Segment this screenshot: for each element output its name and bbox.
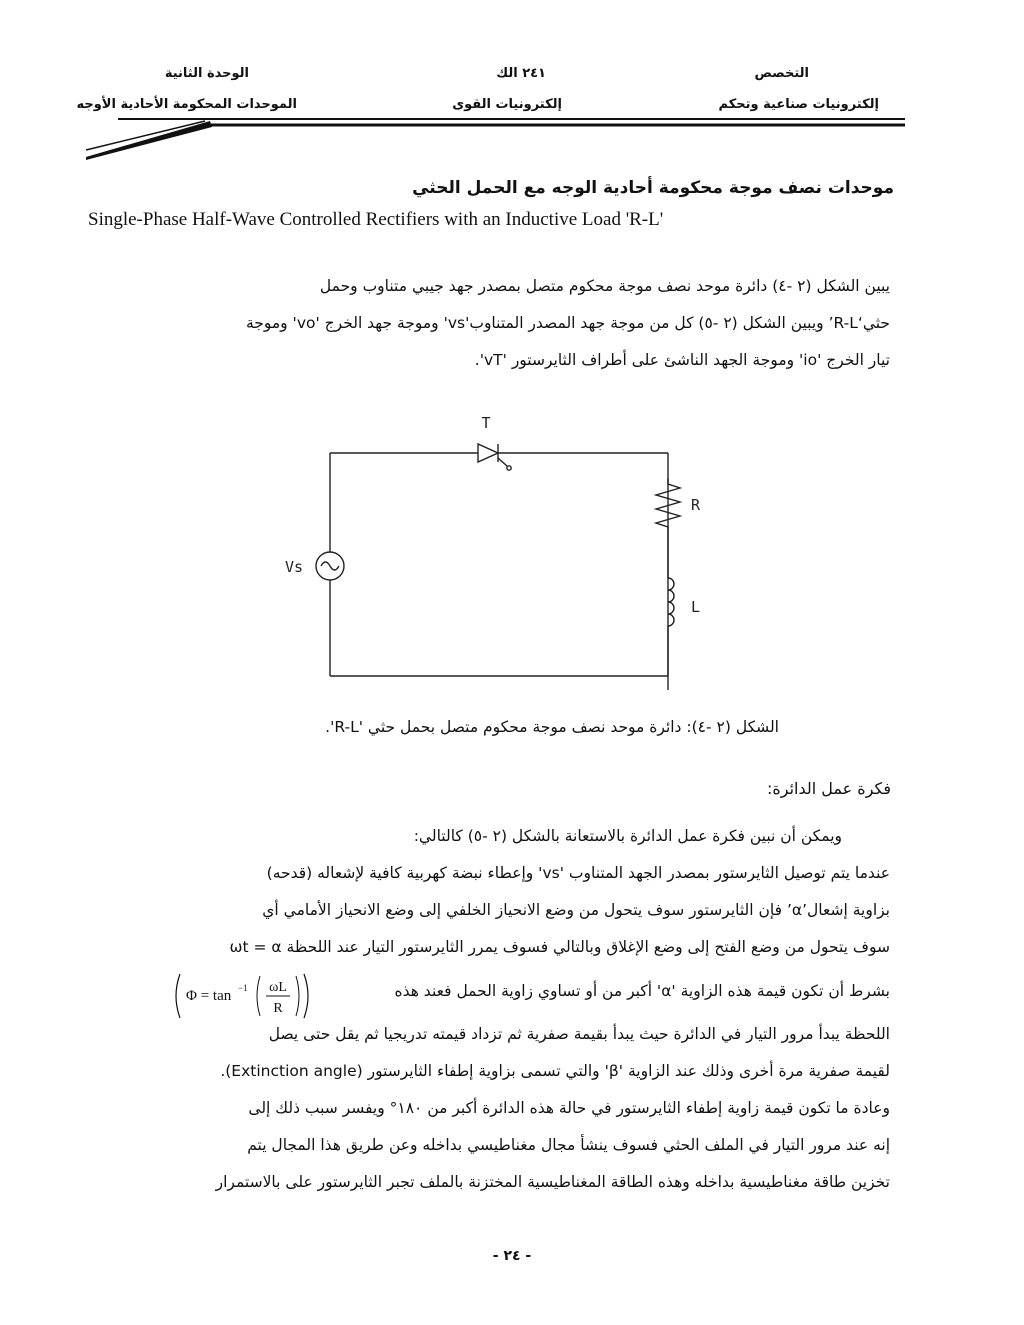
body-line-9: إنه عند مرور التيار في الملف الحثي فسوف ينشأ مجال مغناطيسي بداخله وعن طريق هذا المجال يتم <box>247 1136 890 1154</box>
section-title-english: Single-Phase Half-Wave Controlled Rectifiers with an Inductive Load 'R-L' <box>88 209 664 230</box>
formula-lhs: Φ = tan <box>186 988 232 1004</box>
inductor-label: L <box>691 598 701 616</box>
body-line-10: تخزين طاقة مغناطيسية بداخله وهذه الطاقة المغناطيسية المختزنة بالملف تجبر الثايرستور على بالاستمرار <box>215 1173 890 1191</box>
body-line-3: بزاوية إشعال’α’ فإن الثايرستور سوف يتحول من وضع الانحياز الخلفي إلى وضع الانحياز الأمامي أي <box>262 901 890 919</box>
thyristor-label: T <box>481 414 491 432</box>
header-unit-title: الوحدة الثانية <box>164 66 249 81</box>
body-line-1: ويمكن أن نبين فكرة عمل الدائرة بالاستعانة بالشكل (٢ -٥) كالتالي: <box>413 827 842 845</box>
body-line-5: بشرط أن تكون قيمة هذه الزاوية 'α' أكبر من أو تساوي زاوية الحمل فعند هذه <box>394 982 890 1000</box>
resistor-label: R <box>691 496 701 514</box>
body-line-2: عندما يتم توصيل الثايرستور بمصدر الجهد المتناوب 'vs' وإعطاء نبضة كهربية كافية لإشعاله (قدحه) <box>266 864 890 882</box>
formula-exponent: −1 <box>238 983 248 993</box>
body-line-8: وعادة ما تكون قيمة زاوية إطفاء الثايرستور في حالة هذه الدائرة أكبر من ١٨٠° ويفسر سبب ذلك إلى <box>248 1099 890 1117</box>
source-label: Vs <box>285 558 304 576</box>
body-line-7: لقيمة صفرية مرة أخرى وذلك عند الزاوية 'β' والتي تسمى بزاوية إطفاء الثايرستور (Extinction angle). <box>220 1062 890 1080</box>
load-angle-formula <box>172 970 312 1022</box>
header-course-code: ٢٤١ الك <box>496 66 546 81</box>
intro-line-1: يبين الشكل (٢ -٤) دائرة موحد نصف موجة محكوم متصل بمصدر جهد جيبي متناوب وحمل <box>319 277 890 295</box>
page-number: - ٢٤ - <box>492 1248 532 1264</box>
formula-numerator: ωL <box>269 980 287 995</box>
header-course-name: إلكترونيات القوى <box>452 97 562 112</box>
intro-line-2: حثي‘R-L’ ويبين الشكل (٢ -٥) كل من موجة جهد المصدر المتناوب'vs' وموجة جهد الخرج 'vo' وموجة <box>245 314 890 332</box>
body-line-6: اللحظة يبدأ مرور التيار في الدائرة حيث يبدأ بقيمة صفرية ثم تزداد قيمته تدريجيا ثم يقل حتى يصل <box>268 1025 890 1043</box>
formula-denominator: R <box>273 1001 283 1016</box>
header-unit-subtitle: الموحدات المحكومة الأحادية الأوجه <box>76 97 297 112</box>
header-specialty-title: التخصص <box>754 66 809 81</box>
circuit-diagram <box>0 400 1024 690</box>
intro-line-3: تيار الخرج 'io' وموجة الجهد الناشئ على أطراف الثايرستور 'vT'. <box>474 351 890 369</box>
figure-caption: الشكل (٢ -٤): دائرة موحد نصف موجة محكوم متصل بحمل حثي 'R-L'. <box>325 718 779 736</box>
intro-paragraph <box>88 268 890 379</box>
body-line-4: سوف يتحول من وضع الفتح إلى وضع الإغلاق وبالتالي فسوف يمرر الثايرستور التيار عند اللحظة ωt = α <box>229 938 890 956</box>
header-rule <box>0 0 1024 170</box>
section-title-arabic: موحدات نصف موجة محكومة أحادية الوجه مع الحمل الحثي <box>412 178 894 198</box>
section-heading: فكرة عمل الدائرة: <box>767 779 891 798</box>
header-specialty-subtitle: إلكترونيات صناعية وتحكم <box>718 97 879 112</box>
